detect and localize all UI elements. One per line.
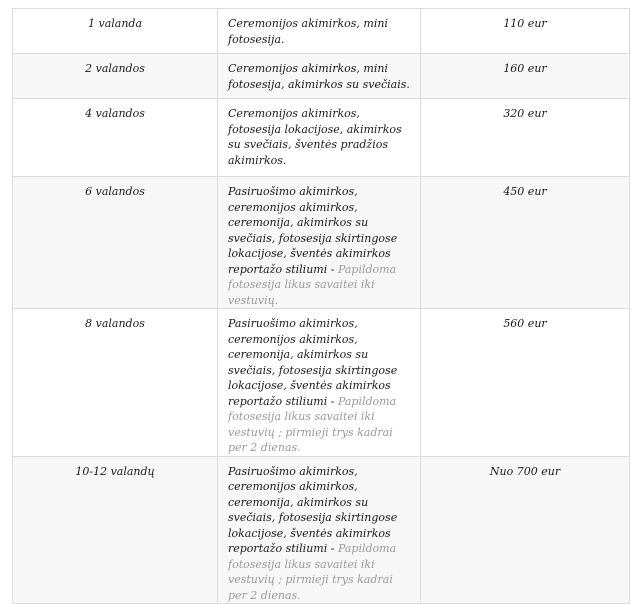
price-cell: 110 eur xyxy=(421,9,630,54)
price-cell: Nuo 700 eur xyxy=(421,456,630,604)
price-cell: 450 eur xyxy=(421,177,630,309)
duration-cell: 4 valandos xyxy=(13,99,218,177)
duration-cell: 10-12 valandų xyxy=(13,456,218,604)
price-cell: 160 eur xyxy=(421,54,630,99)
description-cell xyxy=(218,456,421,604)
extra-note: Papildoma fotosesija likus savaitei iki vestuvių ; pirmieji trys kadrai per 2 dienas. xyxy=(228,542,397,602)
table-row xyxy=(13,309,630,457)
duration-cell: 8 valandos xyxy=(13,309,218,457)
table-row xyxy=(13,99,630,177)
description-text: Ceremonijos akimirkos, mini fotosesija. xyxy=(228,17,388,46)
duration-cell: 1 valanda xyxy=(13,9,218,54)
description-text: Pasiruošimo akimirkos, ceremonijos akimirkos, ceremonija, akimirkos su svečiais, fotosesija skirtingose lokacijose, šventės akimirkos reportažo stiliumi - xyxy=(228,185,398,276)
extra-note: Papildoma fotosesija likus savaitei iki vestuvių ; pirmieji trys kadrai per 2 dienas. xyxy=(228,394,397,454)
table-row xyxy=(13,54,630,99)
description-cell xyxy=(218,9,421,54)
description-text: Pasiruošimo akimirkos, ceremonijos akimirkos, ceremonija, akimirkos su svečiais, fotosesija skirtingose lokacijose, šventės akimirkos reportažo stiliumi - xyxy=(228,464,398,555)
description-text: Pasiruošimo akimirkos, ceremonijos akimirkos, ceremonija, akimirkos su svečiais, fotosesija skirtingose lokacijose, šventės akimirkos reportažo stiliumi - xyxy=(228,317,398,408)
description-cell xyxy=(218,177,421,309)
pricing-table xyxy=(12,8,630,604)
table-row xyxy=(13,9,630,54)
duration-cell: 6 valandos xyxy=(13,177,218,309)
description-cell xyxy=(218,54,421,99)
description-text: Ceremonijos akimirkos, mini fotosesija, akimirkos su svečiais. xyxy=(228,62,410,91)
extra-note: Papildoma fotosesija likus savaitei iki vestuvių. xyxy=(228,262,397,307)
description-cell xyxy=(218,309,421,457)
description-cell xyxy=(218,99,421,177)
table-row xyxy=(13,177,630,309)
duration-cell: 2 valandos xyxy=(13,54,218,99)
table-row xyxy=(13,456,630,604)
price-cell: 320 eur xyxy=(421,99,630,177)
description-text: Ceremonijos akimirkos, fotosesija lokacijose, akimirkos su svečiais, šventės pradžios akimirkos. xyxy=(228,107,402,167)
price-cell: 560 eur xyxy=(421,309,630,457)
